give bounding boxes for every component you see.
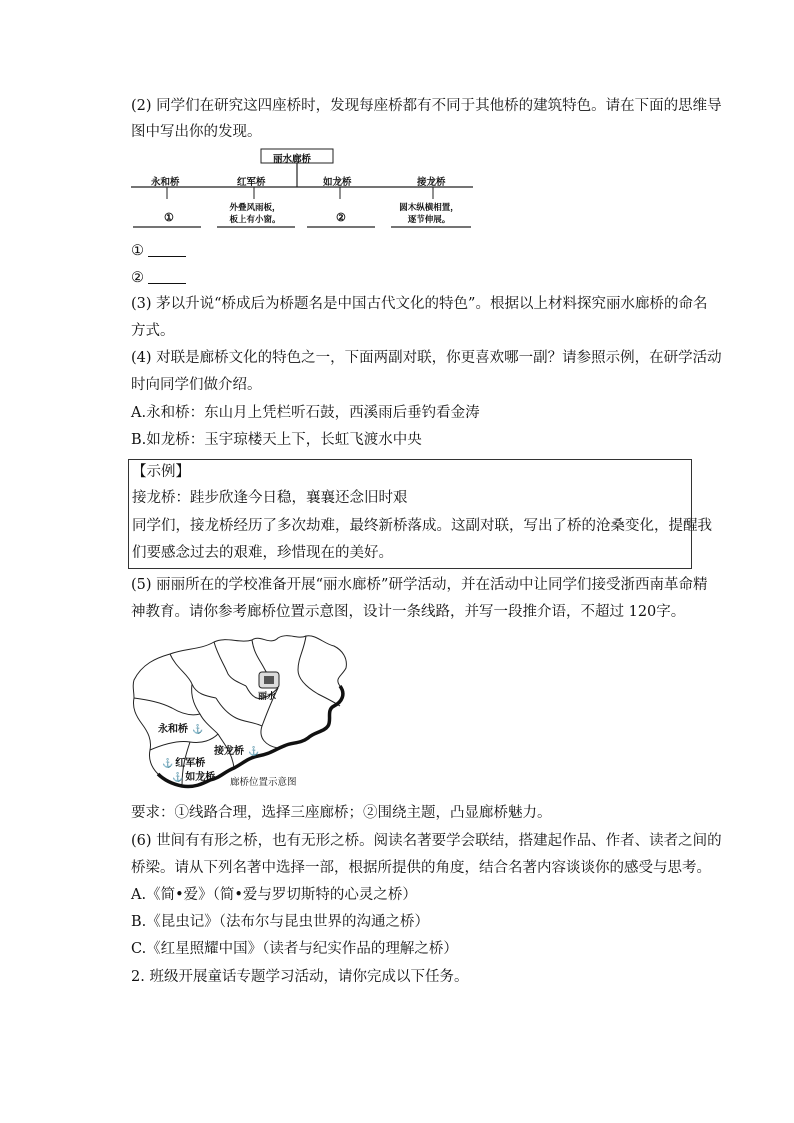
- question-6-line-1: (6) 世间有有形之桥，也有无形之桥。阅读名著要学会联结，搭建起作品、作者、读者之间的: [131, 833, 722, 849]
- book-option-b: B.《昆虫记》（法布尔与昆虫世界的沟通之桥）: [131, 914, 430, 930]
- map-city-label: 丽水: [258, 692, 277, 702]
- book-option-c: C.《红星照耀中国》（读者与纪实作品的理解之桥）: [131, 941, 458, 957]
- map-label-jielong: 接龙桥 ⚓: [214, 746, 260, 757]
- bridge-location-map: [128, 628, 354, 792]
- cell-blank-2: ②: [336, 211, 346, 224]
- next-question: 2. 班级开展童话专题学习活动，请你完成以下任务。: [131, 969, 469, 985]
- answer-slot-1: ①: [131, 241, 186, 261]
- question-5-line-2: 神教育。请你参考廊桥位置示意图，设计一条线路，并写一段推介语，不超过 120字。: [131, 604, 686, 620]
- cell-blank-1: ①: [164, 211, 174, 224]
- question-4-line-2: 时向同学们做介绍。: [131, 377, 262, 393]
- map-label-rulong: ⚓ 如龙桥: [172, 772, 216, 783]
- question-4-line-1: (4) 对联是廊桥文化的特色之一，下面两副对联，你更喜欢哪一副？请参照示例，在研学活动: [131, 350, 722, 366]
- map-caption: 廊桥位置示意图: [230, 777, 297, 788]
- requirement: 要求：①线路合理，选择三座廊桥；②围绕主题，凸显廊桥魅力。: [131, 805, 552, 821]
- map-label-hongjun: ⚓ 红军桥: [162, 758, 206, 769]
- branch-yonghe: 永和桥: [151, 177, 180, 188]
- couplet-option-a: A.永和桥：东山月上凭栏听石鼓，西溪雨后垂钓看金涛: [131, 405, 480, 421]
- example-line-3: 们要感念过去的艰难，珍惜现在的美好。: [132, 545, 393, 561]
- answer-slot-2: ②: [131, 268, 186, 288]
- question-3-line-2: 方式。: [131, 323, 175, 339]
- question-5-line-1: (5) 丽丽所在的学校准备开展“丽水廊桥”研学活动，并在活动中让同学们接受浙西南革命精: [131, 577, 708, 593]
- example-line-1: 接龙桥：跬步欣逢今日稳，襄襄还念旧时艰: [132, 490, 408, 506]
- book-option-a: A.《简•爱》（简•爱与罗切斯特的心灵之桥）: [131, 887, 417, 903]
- question-2-line-2: 图中写出你的发现。: [131, 124, 262, 140]
- answer-blank-1[interactable]: [148, 242, 186, 257]
- question-3-line-1: (3) 茅以升说“桥成后为桥题名是中国古代文化的特色”。根据以上材料探究丽水廊桥的命名: [131, 296, 708, 312]
- answer-blank-2[interactable]: [148, 269, 186, 284]
- cell-hongjun-feature: 外叠风雨板， 板上有小窗。: [229, 203, 281, 225]
- branch-rulong: 如龙桥: [323, 177, 352, 188]
- example-title: 【示例】: [132, 464, 190, 480]
- branch-hongjun: 红军桥: [237, 177, 266, 188]
- cell-jielong-feature: 圆木纵横相置， 逐节伸展。: [399, 203, 459, 225]
- example-line-2: 同学们，接龙桥经历了多次劫难，最终新桥落成。这副对联，写出了桥的沧桑变化，提醒我: [132, 518, 712, 534]
- mind-map-root: 丽水廊桥: [273, 154, 312, 165]
- question-6-line-2: 桥梁。请从下列名著中选择一部，根据所提供的角度，结合名著内容谈谈你的感受与思考。: [131, 860, 711, 876]
- mind-map: [127, 147, 477, 229]
- map-label-yonghe: 永和桥 ⚓: [158, 724, 204, 735]
- question-2-line-1: (2) 同学们在研究这四座桥时，发现每座桥都有不同于其他桥的建筑特色。请在下面的思维导: [131, 98, 722, 114]
- branch-jielong: 接龙桥: [417, 177, 446, 188]
- example-box: [128, 459, 712, 569]
- couplet-option-b: B.如龙桥：玉宇琼楼天上下，长虹飞渡水中央: [131, 432, 422, 448]
